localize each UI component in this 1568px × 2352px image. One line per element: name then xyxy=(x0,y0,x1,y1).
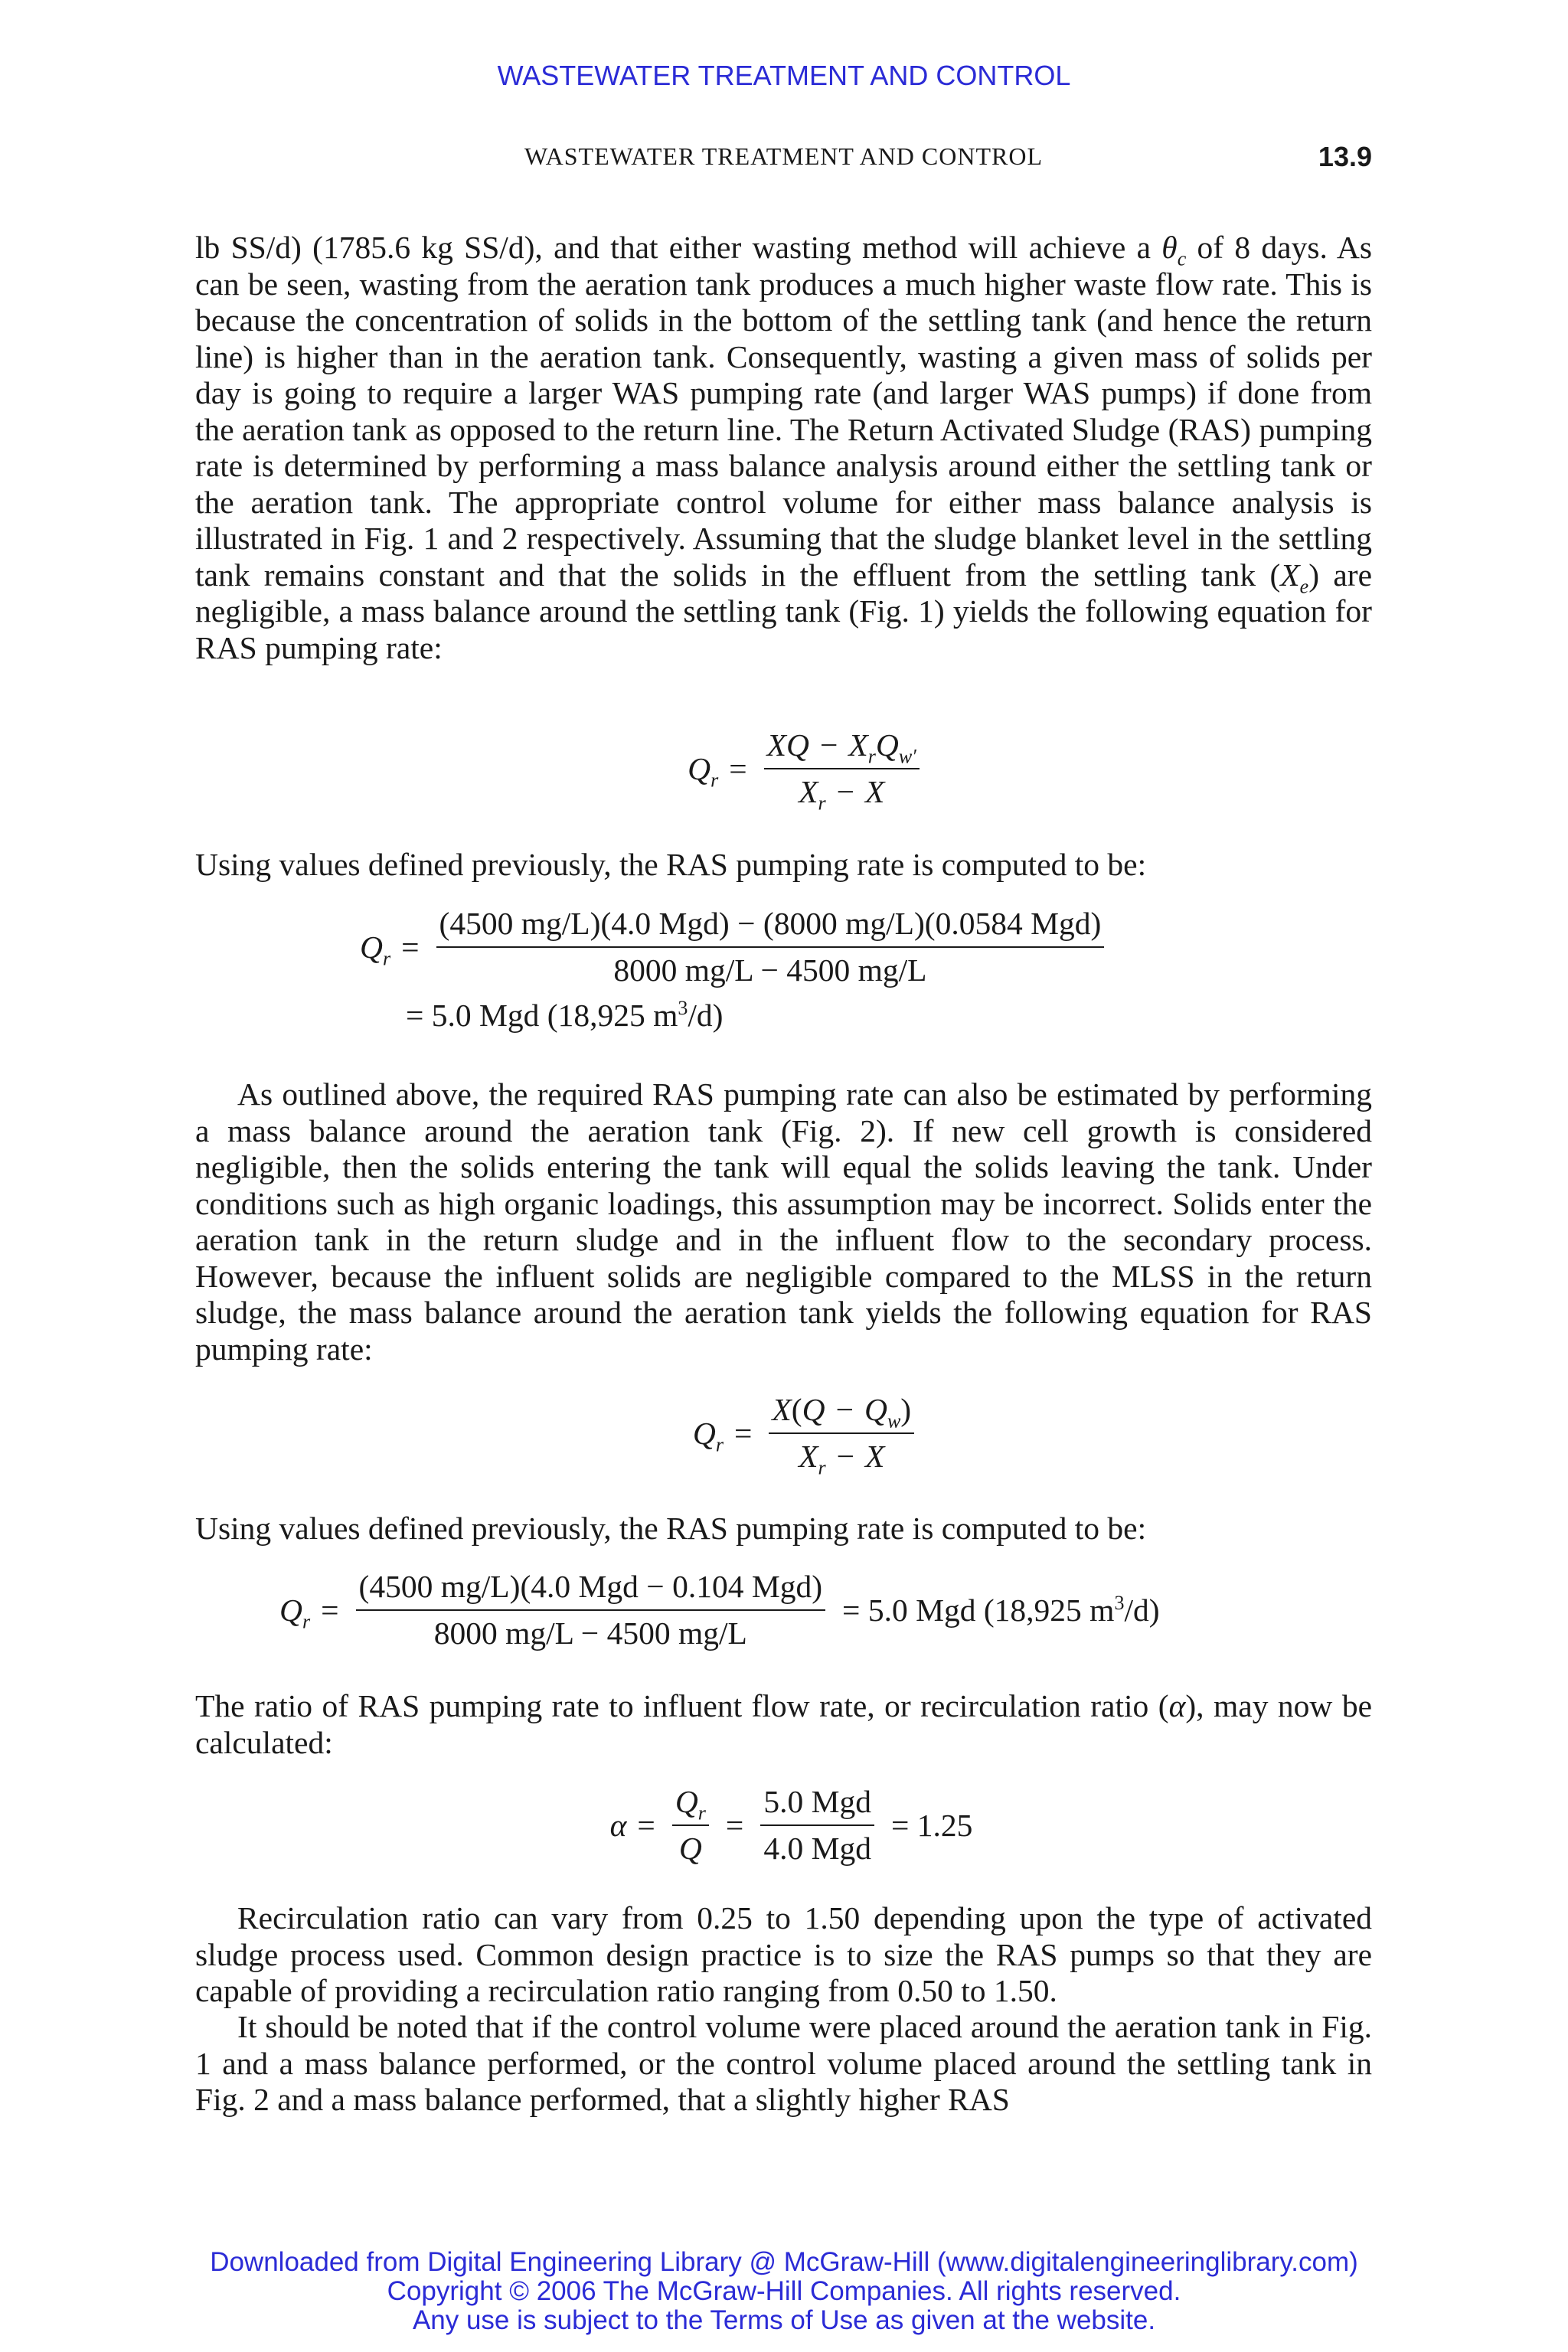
paragraph-1-part-a: lb SS/d) (1785.6 kg SS/d), and that either wasting method will achieve a xyxy=(195,230,1162,265)
equation-ras-calc-2: $Q_r$ = $\frac{\text{(4500 mg/L)(4.0 Mgd − 0.104 Mgd)}}{8000 mg/L - 4500 mg/L}$ = 5.0 Mgd (18,925 $m^3/d$) xyxy=(279,1569,1160,1651)
equation-settling-tank: $Q_r$ = $\frac{XQ - X_rQ_{w'}}{X_r - X}$ xyxy=(195,727,1372,810)
footer-line-1[interactable]: Downloaded from Digital Engineering Library @ McGraw-Hill (www.digitalengineeringlibrary.com) xyxy=(210,2247,1358,2277)
eq4-result: = 5.0 Mgd (18,925 $m^3/d$) xyxy=(842,1591,1160,1628)
eq4-numerator: (4500 mg/L)(4.0 Mgd − 0.104 Mgd) xyxy=(356,1569,826,1611)
equation-aeration-tank: $Q_r$ = $\frac{X(Q - Q_w)}{X_r - X}$ xyxy=(195,1392,1372,1475)
footer-line-3[interactable]: Any use is subject to the Terms of Use as given at the website. xyxy=(412,2305,1156,2335)
eq2-result: = 5.0 Mgd (18,925 $m^3/d$) xyxy=(406,997,724,1033)
paragraph-2: Using values defined previously, the RAS pumping rate is computed to be: xyxy=(195,847,1147,882)
footer xyxy=(0,2248,1568,2335)
equation-ras-calc-1: $Q_r$ = $\frac{\text{(4500 mg/L)(4.0 Mgd) − (8000 mg/L)(0.0584 Mgd)}}{8000 mg/L - 4500 mg/L}$ = 5.0 Mgd (18,925 $m^3/d$) xyxy=(195,906,1372,1034)
eq2-denominator: 8000 mg/L − 4500 mg/L xyxy=(613,952,927,988)
eq5-result: = 1.25 xyxy=(890,1807,973,1843)
xe-symbol: X xyxy=(1280,557,1300,593)
eq2-numerator: (4500 mg/L)(4.0 Mgd) − (8000 mg/L)(0.0584 Mgd) xyxy=(436,906,1105,948)
theta-subscript: c xyxy=(1177,247,1187,270)
paragraph-1-part-c: ) are negligible, a mass balance around the settling tank (Fig. 1) yields the following equation for RAS pumping rate: xyxy=(195,557,1372,665)
paragraph-1 xyxy=(195,230,1372,666)
running-head xyxy=(195,142,1372,176)
footer-line-2: Copyright © 2006 The McGraw-Hill Companies. All rights reserved. xyxy=(387,2276,1181,2306)
page-number: 13.9 xyxy=(1318,141,1372,172)
paragraph-3: As outlined above, the required RAS pumping rate can also be estimated by performing a mass balance around the aeration tank (Fig. 2). If new cell growth is considered negligible, then the solids entering the tank will equal the solids leaving the tank. Under conditions such as high organic loadings, this assumption may be incorrect. Solids enter the aeration tank in the return sludge and in the influent flow to the secondary process. However, because the influent solids are negligible compared to the MLSS in the return sludge, the mass balance around the aeration tank yields the following equation for RAS pumping rate: xyxy=(195,1076,1372,1367)
paragraph-6: Recirculation ratio can vary from 0.25 to 1.50 depending upon the type of activated sludge process used. Common design practice is to size the RAS pumps so that they are capable of providing a recirculation ratio ranging from 0.50 to 1.50. xyxy=(195,1900,1372,2008)
theta-symbol: θ xyxy=(1161,230,1178,265)
alpha-symbol: α xyxy=(1168,1688,1186,1723)
paragraph-4: Using values defined previously, the RAS pumping rate is computed to be: xyxy=(195,1511,1147,1546)
eq4-denominator: 8000 mg/L − 4500 mg/L xyxy=(433,1615,747,1651)
paragraph-7: It should be noted that if the control volume were placed around the aeration tank in Fig. 1 and a mass balance performed, or the control volume placed around the settling tank in Fig. 2 and a mass balance performed, that a slightly higher RAS xyxy=(195,2009,1372,2117)
paragraph-5: The ratio of RAS pumping rate to influent flow rate, or recirculation ratio (α), may now be calculated: xyxy=(195,1688,1372,1760)
running-head-title: WASTEWATER TREATMENT AND CONTROL xyxy=(524,142,1044,170)
xe-subscript: e xyxy=(1299,574,1309,597)
site-banner: WASTEWATER TREATMENT AND CONTROL xyxy=(497,60,1071,91)
equation-recirculation-ratio: α = $\frac{Q_r}{Q}$ = $\frac{\text{5.0 Mgd}}{\text{4.0 Mgd}}$ = 1.25 xyxy=(609,1784,973,1866)
paragraph-1-part-b: of 8 days. As can be seen, wasting from the aeration tank produces a much higher waste flow rate. This is because the concentration of solids in the bottom of the settling tank (and hence the return line) is higher than in the aeration tank. Consequently, wasting a given mass of solids per day is going to require a larger WAS pumping rate (and larger WAS pumps) if done from the aeration tank as opposed to the return line. The Return Activated Sludge (RAS) pumping rate is determined by performing a mass balance analysis around either the settling tank or the aeration tank. The appropriate control volume for either mass balance analysis is illustrated in Fig. 1 and 2 respectively. Assuming that the sludge blanket level in the settling tank remains constant and that the solids in the effluent from the settling tank ( xyxy=(195,230,1372,593)
